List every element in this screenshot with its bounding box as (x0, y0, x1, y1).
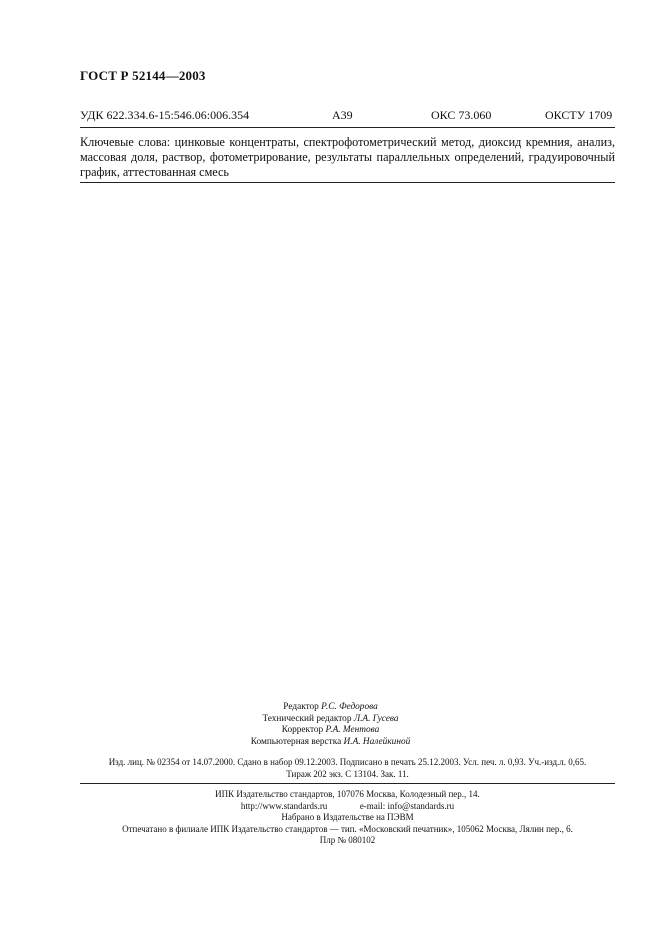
publisher-contacts (80, 801, 615, 813)
standard-number: ГОСТ Р 52144—2003 (80, 68, 206, 83)
keywords-text: Ключевые слова: цинковые концентраты, спектрофотометрический метод, диоксид кремния, анализ, массовая доля, раствор, фотометрирование, результаты параллельных определений, градуировочный график, аттестованная смесь (80, 135, 615, 179)
layout-name: И.А. Налейкиной (343, 736, 411, 747)
tech-editor-name: Л.А. Гусева (353, 713, 399, 724)
editor-label: Редактор (283, 702, 319, 712)
keywords-divider (80, 182, 615, 183)
classifier-code: А39 (332, 108, 353, 122)
publisher-printed: Отпечатано в филиале ИПК Издательство стандартов — тип. «Московский печатник», 105062 Москва, Лялин пер., 6. (122, 823, 573, 834)
imprint-line-1: Изд. лиц. № 02354 от 14.07.2000. Сдано в набор 09.12.2003. Подписано в печать 25.12.2003. Усл. печ. л. 0,93. Уч.-изд.л. 0,65. (108, 757, 587, 767)
oks-code: ОКС 73.060 (431, 108, 492, 122)
editor-name: Р.С. Федорова (321, 702, 378, 712)
layout-label: Компьютерная верстка (250, 736, 342, 747)
publisher-email-link[interactable]: e-mail: info@standards.ru (359, 800, 455, 811)
editor-line (0, 702, 661, 714)
layout-line (0, 737, 661, 749)
credits-block (0, 702, 661, 748)
publisher-website-link[interactable]: http://www.standards.ru (240, 800, 328, 811)
tech-editor-label: Технический редактор (262, 713, 352, 724)
imprint-block (80, 757, 615, 780)
top-divider (80, 127, 615, 128)
publisher-address: ИПК Издательство стандартов, 107076 Москва, Колодезный пер., 14. (215, 789, 480, 799)
publisher-typeset: Набрано в Издательстве на ПЭВМ (281, 812, 414, 822)
corrector-label: Корректор (281, 725, 324, 735)
corrector-name: Р.А. Ментова (325, 725, 380, 735)
imprint-divider (80, 783, 615, 784)
corrector-line (0, 725, 661, 737)
publisher-block (80, 789, 615, 847)
udk-code: УДК 622.334.6-15:546.06:006.354 (80, 108, 250, 122)
publisher-license: Плр № 080102 (319, 835, 376, 845)
imprint-line-2: Тираж 202 экз. С 13104. Зак. 11. (286, 768, 409, 779)
okstu-code: ОКСТУ 1709 (545, 108, 613, 122)
tech-editor-line (0, 714, 661, 726)
